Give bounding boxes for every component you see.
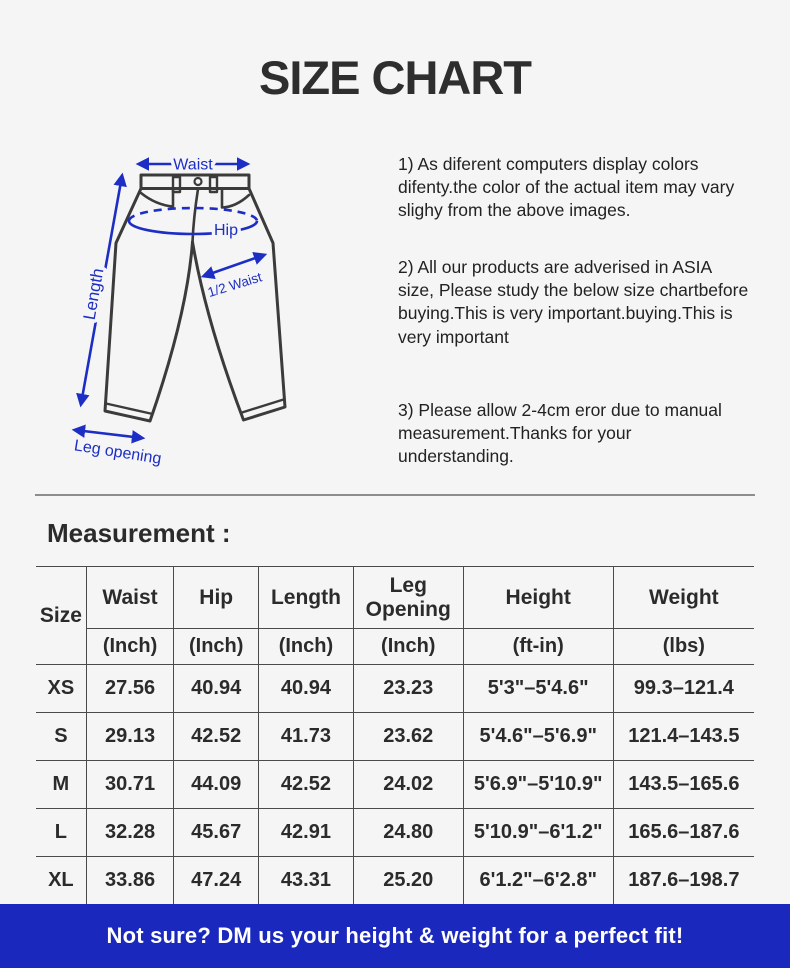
measurement-heading: Measurement : (47, 518, 231, 548)
unit-height: (ft-in) (463, 629, 613, 665)
unit-waist: (Inch) (86, 629, 174, 665)
cell-leg-opening: 23.62 (353, 713, 463, 761)
table-header-row (36, 567, 754, 629)
cell-waist: 32.28 (86, 809, 174, 857)
size-table (36, 566, 754, 905)
leg-opening-label: Leg opening (72, 437, 163, 468)
note-2: 2) All our products are adverised in ASIA size, Please study the below size chartbefore buying.This is very important.buying.This is very important (398, 257, 749, 347)
page-title: SIZE CHART (259, 51, 531, 104)
cell-hip: 42.52 (174, 713, 259, 761)
length-label: Length (79, 266, 108, 322)
cell-length: 41.73 (259, 713, 354, 761)
unit-hip: (Inch) (174, 629, 259, 665)
note-1: 1) As diferent computers display colors difenty.the color of the actual item may vary slighy from the above images. (398, 154, 735, 221)
table-row-xs (36, 665, 754, 713)
cell-length: 42.91 (259, 809, 354, 857)
cell-weight: 121.4–143.5 (613, 713, 754, 761)
cell-hip: 47.24 (174, 857, 259, 905)
waist-label: Waist (173, 156, 213, 174)
table-row-s (36, 713, 754, 761)
cell-waist: 29.13 (86, 713, 174, 761)
cell-waist: 27.56 (86, 665, 174, 713)
cell-height: 6'1.2"–6'2.8" (463, 857, 613, 905)
diagram-section (0, 143, 790, 475)
cell-weight: 187.6–198.7 (613, 857, 754, 905)
leg-opening-arrow-icon (75, 430, 142, 438)
header-weight: Weight (613, 567, 754, 629)
unit-length: (Inch) (259, 629, 354, 665)
header-size: Size (36, 567, 86, 665)
cell-height: 5'10.9"–6'1.2" (463, 809, 613, 857)
cell-hip: 44.09 (174, 761, 259, 809)
half-waist-label: 1/2 Waist (205, 269, 264, 301)
cell-hip: 45.67 (174, 809, 259, 857)
header-height: Height (463, 567, 613, 629)
cell-length: 40.94 (259, 665, 354, 713)
cell-size: L (36, 809, 86, 857)
cell-weight: 165.6–187.6 (613, 809, 754, 857)
cell-waist: 30.71 (86, 761, 174, 809)
cell-size: S (36, 713, 86, 761)
cell-leg-opening: 24.80 (353, 809, 463, 857)
table-units-row (36, 629, 754, 665)
cell-height: 5'4.6"–5'6.9" (463, 713, 613, 761)
cell-leg-opening: 24.02 (353, 761, 463, 809)
header-hip: Hip (174, 567, 259, 629)
table-row-l (36, 809, 754, 857)
table-row-m (36, 761, 754, 809)
header-waist: Waist (86, 567, 174, 629)
cell-weight: 99.3–121.4 (613, 665, 754, 713)
cell-size: XS (36, 665, 86, 713)
banner-text: Not sure? DM us your height & weight for a perfect fit! (106, 923, 684, 948)
jeans-measurement-diagram (40, 143, 392, 475)
cell-weight: 143.5–165.6 (613, 761, 754, 809)
cell-length: 43.31 (259, 857, 354, 905)
cell-hip: 40.94 (174, 665, 259, 713)
header-length: Length (259, 567, 354, 629)
cell-height: 5'3"–5'4.6" (463, 665, 613, 713)
cell-leg-opening: 23.23 (353, 665, 463, 713)
notes-list (392, 143, 752, 475)
note-3: 3) Please allow 2-4cm eror due to manual measurement.Thanks for your understanding. (398, 399, 722, 466)
cell-waist: 33.86 (86, 857, 174, 905)
bottom-cta-banner (0, 904, 790, 968)
cell-leg-opening: 25.20 (353, 857, 463, 905)
cell-height: 5'6.9"–5'10.9" (463, 761, 613, 809)
header-leg-opening: Leg Opening (353, 567, 463, 629)
jeans-outline-icon (105, 175, 285, 421)
hip-label: Hip (213, 222, 239, 239)
section-divider (35, 494, 755, 496)
unit-weight: (lbs) (613, 629, 754, 665)
cell-size: M (36, 761, 86, 809)
unit-leg-opening: (Inch) (353, 629, 463, 665)
cell-length: 42.52 (259, 761, 354, 809)
jeans-diagram-svg (40, 143, 392, 475)
table-row-xl (36, 857, 754, 905)
cell-size: XL (36, 857, 86, 905)
